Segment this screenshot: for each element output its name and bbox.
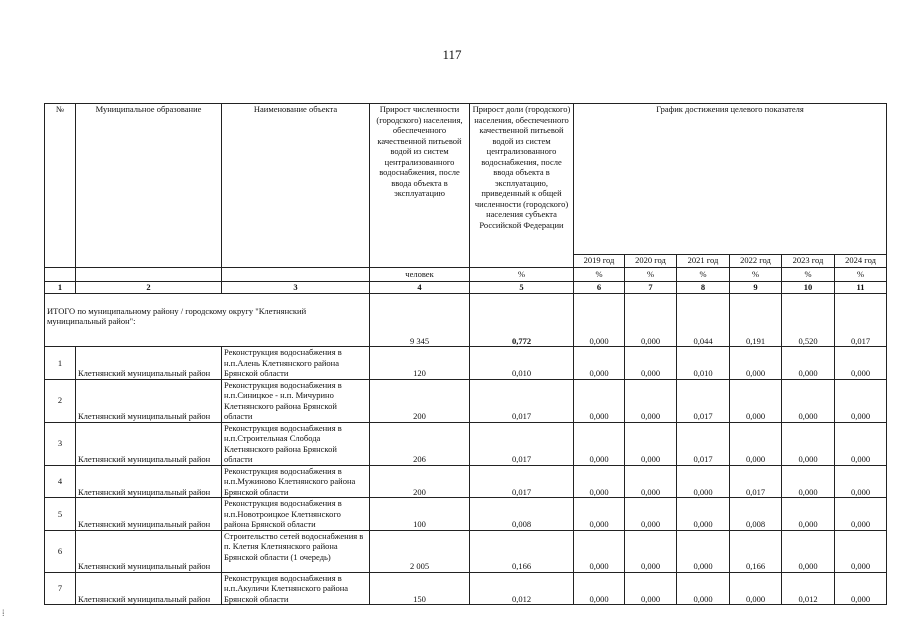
year-value: 0,000 <box>625 465 677 498</box>
municipality-name: Клетнянский муниципальный район <box>76 379 222 422</box>
object-name: Реконструкция водоснабжения в н.п.Синицкое - н.п. Мичурино Клетнянского района Брянской области <box>222 379 370 422</box>
table-row <box>45 498 887 531</box>
total-year-value: 0,044 <box>677 294 730 347</box>
year-value: 0,000 <box>835 379 887 422</box>
year-value: 0,012 <box>782 572 835 605</box>
year-value: 0,000 <box>782 530 835 572</box>
year-value: 0,000 <box>677 498 730 531</box>
col-index: 1 <box>45 282 76 294</box>
object-name: Реконструкция водоснабжения в н.п.Акуличи Клетнянского района Брянской области <box>222 572 370 605</box>
object-name: Реконструкция водоснабжения в н.п.Новотроицкое Клетнянского района Брянской области <box>222 498 370 531</box>
col-index: 2 <box>76 282 222 294</box>
total-year-value: 0,520 <box>782 294 835 347</box>
col-index: 4 <box>370 282 470 294</box>
share-value: 0,017 <box>470 379 574 422</box>
total-year-value: 0,191 <box>730 294 782 347</box>
column-index-row <box>45 282 887 294</box>
total-year-value: 0,000 <box>574 294 625 347</box>
year-header: 2021 год <box>677 255 730 268</box>
table-row <box>45 465 887 498</box>
year-value: 0,000 <box>835 530 887 572</box>
pop-value: 120 <box>370 347 470 380</box>
col-index: 6 <box>574 282 625 294</box>
total-year-value: 0,000 <box>625 294 677 347</box>
year-value: 0,000 <box>574 422 625 465</box>
municipality-name: Клетнянский муниципальный район <box>76 572 222 605</box>
share-value: 0,010 <box>470 347 574 380</box>
row-number: 2 <box>45 379 76 422</box>
year-value: 0,166 <box>730 530 782 572</box>
year-value: 0,000 <box>677 530 730 572</box>
year-value: 0,000 <box>625 379 677 422</box>
year-value: 0,000 <box>677 572 730 605</box>
row-number: 4 <box>45 465 76 498</box>
unit-pct: % <box>782 268 835 282</box>
pop-value: 206 <box>370 422 470 465</box>
row-number: 3 <box>45 422 76 465</box>
year-value: 0,000 <box>782 347 835 380</box>
col-index: 10 <box>782 282 835 294</box>
year-value: 0,000 <box>625 498 677 531</box>
pop-value: 150 <box>370 572 470 605</box>
pop-value: 200 <box>370 379 470 422</box>
year-value: 0,017 <box>730 465 782 498</box>
year-value: 0,000 <box>625 422 677 465</box>
unit-pct: % <box>730 268 782 282</box>
year-value: 0,000 <box>574 572 625 605</box>
unit-pct: % <box>835 268 887 282</box>
year-value: 0,000 <box>782 498 835 531</box>
margin-mark: ⁞ <box>2 608 5 618</box>
year-value: 0,000 <box>730 572 782 605</box>
year-header: 2024 год <box>835 255 887 268</box>
municipality-name: Клетнянский муниципальный район <box>76 422 222 465</box>
table-row <box>45 379 887 422</box>
row-number: 6 <box>45 530 76 572</box>
year-value: 0,000 <box>625 530 677 572</box>
table-row <box>45 347 887 380</box>
object-name: Строительство сетей водоснабжения в п. Клетня Клетнянского района Брянской области (1 очередь) <box>222 530 370 572</box>
year-value: 0,017 <box>677 379 730 422</box>
row-number: 1 <box>45 347 76 380</box>
municipality-name: Клетнянский муниципальный район <box>76 465 222 498</box>
col-index: 3 <box>222 282 370 294</box>
municipality-name: Клетнянский муниципальный район <box>76 347 222 380</box>
share-value: 0,012 <box>470 572 574 605</box>
unit-pct: % <box>625 268 677 282</box>
pop-value: 200 <box>370 465 470 498</box>
year-value: 0,000 <box>574 498 625 531</box>
year-header: 2019 год <box>574 255 625 268</box>
page-number: 117 <box>442 47 462 62</box>
row-number: 5 <box>45 498 76 531</box>
header-municipality: Муниципальное образование <box>76 104 222 268</box>
col-index: 8 <box>677 282 730 294</box>
year-value: 0,017 <box>677 422 730 465</box>
object-name: Реконструкция водоснабжения в н.п.Алень Клетнянского района Брянской области <box>222 347 370 380</box>
header-share-growth: Прирост доли (городского) населения, обеспеченного качественной питьевой водой из систем централизованного водоснабжения, после ввода объекта в эксплуатацию, приведенный к общей численности (городского) населения субъекта Российской Федерации <box>470 104 574 268</box>
table-body <box>45 347 887 605</box>
pop-value: 2 005 <box>370 530 470 572</box>
table-row <box>45 530 887 572</box>
col-index: 5 <box>470 282 574 294</box>
year-header: 2023 год <box>782 255 835 268</box>
unit-pct: % <box>677 268 730 282</box>
header-row <box>45 104 887 255</box>
year-value: 0,000 <box>730 347 782 380</box>
year-header: 2020 год <box>625 255 677 268</box>
year-value: 0,000 <box>835 572 887 605</box>
share-value: 0,017 <box>470 422 574 465</box>
header-object: Наименование объекта <box>222 104 370 268</box>
unit-people: человек <box>370 268 470 282</box>
object-name: Реконструкция водоснабжения в н.п.Строительная Слобода Клетнянского района Брянской области <box>222 422 370 465</box>
year-value: 0,000 <box>835 347 887 380</box>
year-header: 2022 год <box>730 255 782 268</box>
table-row <box>45 572 887 605</box>
total-share: 0,772 <box>470 294 574 347</box>
municipality-name: Клетнянский муниципальный район <box>76 498 222 531</box>
year-value: 0,008 <box>730 498 782 531</box>
row-number: 7 <box>45 572 76 605</box>
col-index: 7 <box>625 282 677 294</box>
pop-value: 100 <box>370 498 470 531</box>
year-value: 0,000 <box>782 422 835 465</box>
year-value: 0,000 <box>574 530 625 572</box>
total-label: ИТОГО по муниципальному району / городскому округу "Клетнянский муниципальный район": <box>45 294 370 347</box>
year-value: 0,000 <box>574 379 625 422</box>
year-value: 0,000 <box>730 422 782 465</box>
year-value: 0,000 <box>835 465 887 498</box>
share-value: 0,166 <box>470 530 574 572</box>
unit-pct: % <box>470 268 574 282</box>
unit-pct: % <box>574 268 625 282</box>
year-value: 0,010 <box>677 347 730 380</box>
share-value: 0,008 <box>470 498 574 531</box>
share-value: 0,017 <box>470 465 574 498</box>
col-index: 11 <box>835 282 887 294</box>
header-schedule: График достижения целевого показателя <box>574 104 887 255</box>
year-value: 0,000 <box>730 379 782 422</box>
object-name: Реконструкция водоснабжения в н.п.Мужиново Клетнянского района Брянской области <box>222 465 370 498</box>
year-value: 0,000 <box>574 347 625 380</box>
header-pop-growth: Прирост численности (городского) населения, обеспеченного качественной питьевой водой из систем централизованного водоснабжения, после ввода объекта в эксплуатацию <box>370 104 470 268</box>
municipality-name: Клетнянский муниципальный район <box>76 530 222 572</box>
data-table <box>44 103 887 605</box>
table-row <box>45 422 887 465</box>
total-year-value: 0,017 <box>835 294 887 347</box>
year-value: 0,000 <box>782 379 835 422</box>
total-pop: 9 345 <box>370 294 470 347</box>
year-value: 0,000 <box>625 347 677 380</box>
year-value: 0,000 <box>835 422 887 465</box>
units-row <box>45 268 887 282</box>
year-value: 0,000 <box>574 465 625 498</box>
total-row <box>45 294 887 347</box>
header-no: № <box>45 104 76 268</box>
col-index: 9 <box>730 282 782 294</box>
year-value: 0,000 <box>677 465 730 498</box>
year-value: 0,000 <box>835 498 887 531</box>
year-value: 0,000 <box>782 465 835 498</box>
year-value: 0,000 <box>625 572 677 605</box>
